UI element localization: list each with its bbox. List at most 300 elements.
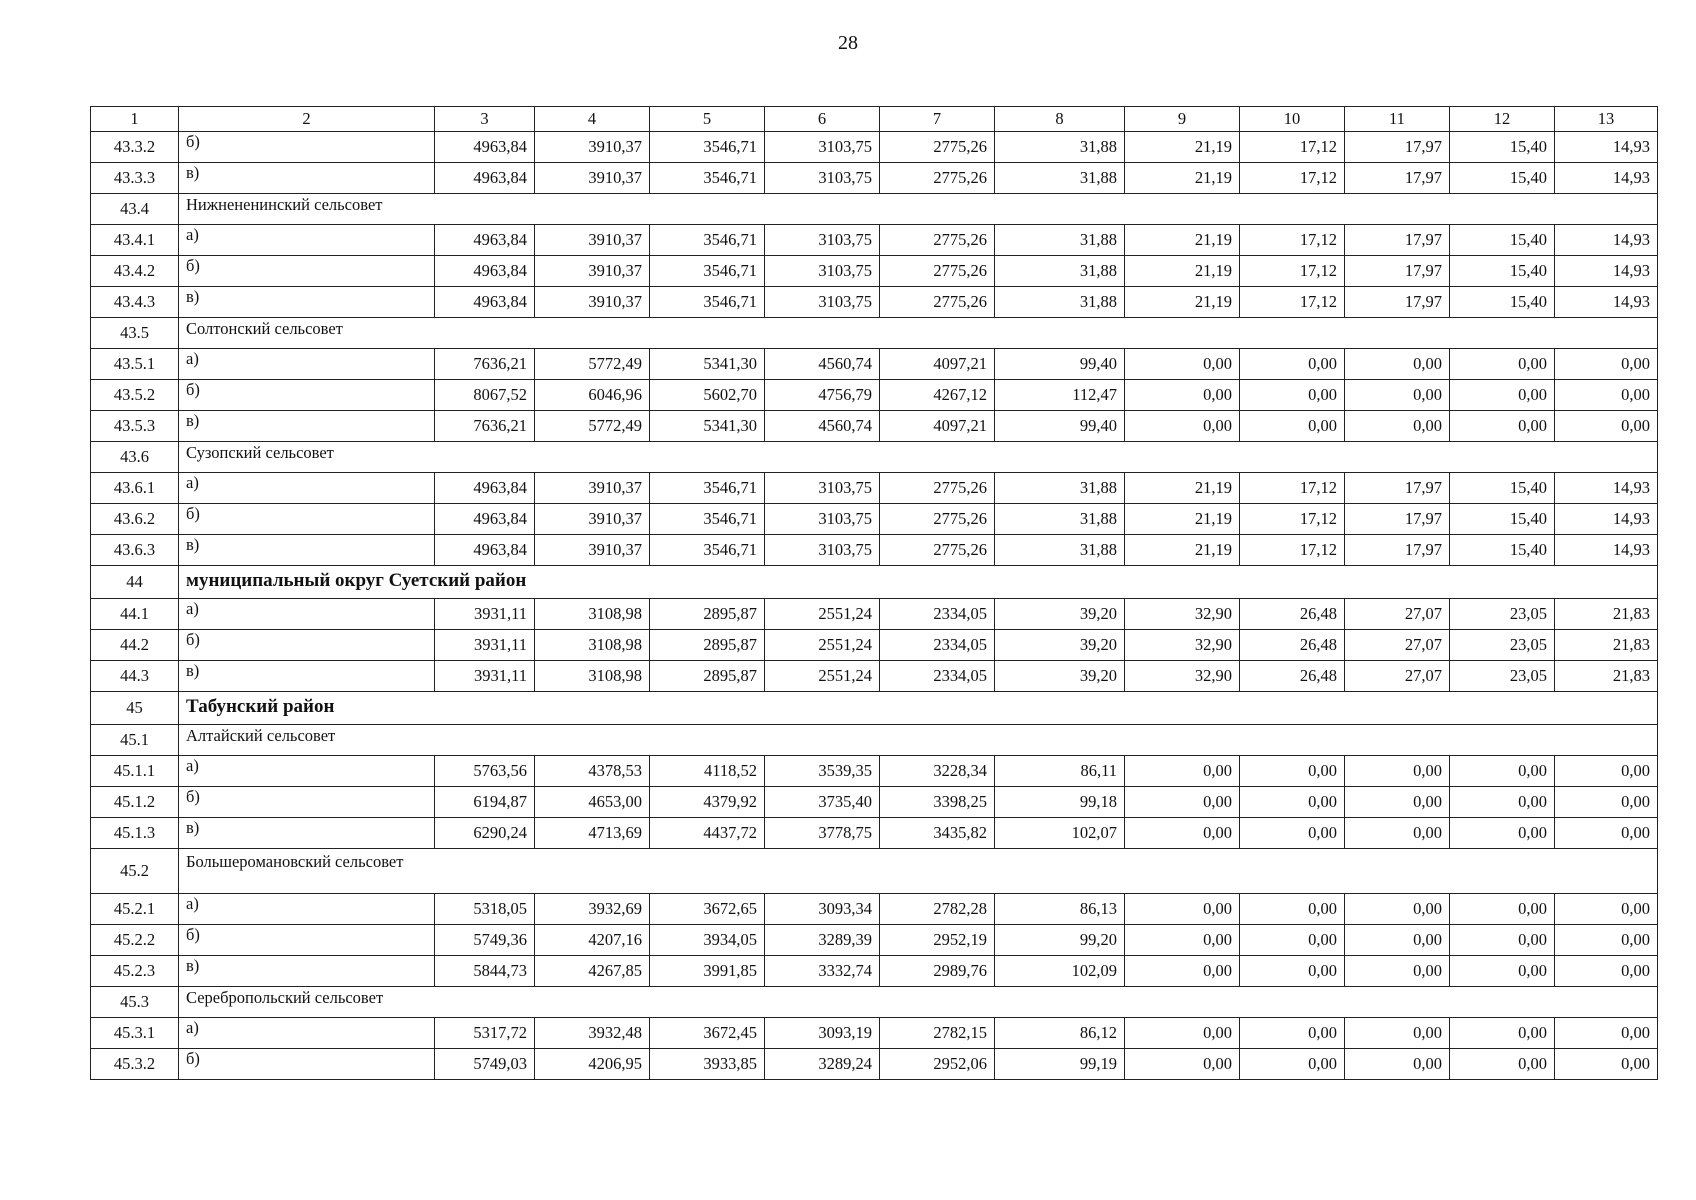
value-cell: 2895,87 (650, 599, 765, 630)
value-cell: 31,88 (995, 132, 1125, 163)
column-header: 1 (91, 107, 179, 132)
section-title: Солтонский сельсовет (179, 318, 1658, 349)
value-cell: 0,00 (1125, 787, 1240, 818)
value-cell: 3778,75 (765, 818, 880, 849)
row-label: в) (179, 661, 435, 692)
value-cell: 4560,74 (765, 349, 880, 380)
value-cell: 26,48 (1240, 599, 1345, 630)
value-cell: 31,88 (995, 504, 1125, 535)
value-cell: 4118,52 (650, 756, 765, 787)
section-header-row (91, 442, 1658, 473)
value-cell: 3546,71 (650, 473, 765, 504)
row-code: 45.2.3 (91, 956, 179, 987)
column-header: 2 (179, 107, 435, 132)
section-title: Нижнененинский сельсовет (179, 194, 1658, 225)
value-cell: 2551,24 (765, 661, 880, 692)
value-cell: 27,07 (1345, 630, 1450, 661)
value-cell: 21,19 (1125, 256, 1240, 287)
value-cell: 17,97 (1345, 256, 1450, 287)
value-cell: 0,00 (1125, 894, 1240, 925)
column-header: 9 (1125, 107, 1240, 132)
value-cell: 17,12 (1240, 504, 1345, 535)
row-code: 45.1.2 (91, 787, 179, 818)
row-code: 44.2 (91, 630, 179, 661)
value-cell: 4963,84 (435, 163, 535, 194)
value-cell: 102,07 (995, 818, 1125, 849)
value-cell: 39,20 (995, 599, 1125, 630)
value-cell: 4963,84 (435, 132, 535, 163)
value-cell: 0,00 (1450, 756, 1555, 787)
value-cell: 3546,71 (650, 132, 765, 163)
value-cell: 3932,48 (535, 1018, 650, 1049)
value-cell: 2775,26 (880, 504, 995, 535)
value-cell: 21,19 (1125, 504, 1240, 535)
value-cell: 0,00 (1450, 925, 1555, 956)
value-cell: 0,00 (1125, 956, 1240, 987)
value-cell: 3108,98 (535, 630, 650, 661)
value-cell: 2989,76 (880, 956, 995, 987)
value-cell: 4378,53 (535, 756, 650, 787)
value-cell: 0,00 (1125, 380, 1240, 411)
value-cell: 4713,69 (535, 818, 650, 849)
value-cell: 31,88 (995, 163, 1125, 194)
row-label: б) (179, 132, 435, 163)
value-cell: 21,19 (1125, 163, 1240, 194)
row-label: б) (179, 256, 435, 287)
value-cell: 86,12 (995, 1018, 1125, 1049)
value-cell: 26,48 (1240, 630, 1345, 661)
value-cell: 0,00 (1555, 380, 1658, 411)
value-cell: 3108,98 (535, 599, 650, 630)
section-title: Большеромановский сельсовет (179, 849, 1658, 894)
value-cell: 0,00 (1240, 411, 1345, 442)
row-label: а) (179, 599, 435, 630)
value-cell: 4963,84 (435, 504, 535, 535)
value-cell: 5317,72 (435, 1018, 535, 1049)
value-cell: 5602,70 (650, 380, 765, 411)
row-code: 43.6.2 (91, 504, 179, 535)
value-cell: 4097,21 (880, 349, 995, 380)
value-cell: 4207,16 (535, 925, 650, 956)
value-cell: 3103,75 (765, 163, 880, 194)
row-label: в) (179, 287, 435, 318)
row-label: в) (179, 411, 435, 442)
table-body (91, 107, 1658, 1080)
section-title: Серебропольский сельсовет (179, 987, 1658, 1018)
value-cell: 2775,26 (880, 256, 995, 287)
value-cell: 4097,21 (880, 411, 995, 442)
value-cell: 3910,37 (535, 473, 650, 504)
value-cell: 86,13 (995, 894, 1125, 925)
section-code: 44 (91, 566, 179, 599)
column-header: 5 (650, 107, 765, 132)
value-cell: 2334,05 (880, 599, 995, 630)
value-cell: 3546,71 (650, 504, 765, 535)
value-cell: 4560,74 (765, 411, 880, 442)
value-cell: 0,00 (1125, 1049, 1240, 1080)
value-cell: 5763,56 (435, 756, 535, 787)
value-cell: 0,00 (1240, 818, 1345, 849)
value-cell: 31,88 (995, 225, 1125, 256)
value-cell: 3103,75 (765, 473, 880, 504)
value-cell: 8067,52 (435, 380, 535, 411)
value-cell: 0,00 (1240, 1018, 1345, 1049)
section-header-row (91, 849, 1658, 894)
value-cell: 0,00 (1240, 380, 1345, 411)
table-row (91, 473, 1658, 504)
value-cell: 3910,37 (535, 225, 650, 256)
row-code: 43.5.3 (91, 411, 179, 442)
row-code: 45.3.2 (91, 1049, 179, 1080)
value-cell: 4963,84 (435, 535, 535, 566)
value-cell: 2775,26 (880, 535, 995, 566)
value-cell: 102,09 (995, 956, 1125, 987)
section-code: 43.4 (91, 194, 179, 225)
value-cell: 3931,11 (435, 599, 535, 630)
row-label: в) (179, 163, 435, 194)
value-cell: 2782,15 (880, 1018, 995, 1049)
table-row (91, 349, 1658, 380)
value-cell: 4756,79 (765, 380, 880, 411)
value-cell: 21,19 (1125, 132, 1240, 163)
value-cell: 0,00 (1345, 787, 1450, 818)
value-cell: 21,19 (1125, 287, 1240, 318)
value-cell: 3093,19 (765, 1018, 880, 1049)
value-cell: 0,00 (1345, 411, 1450, 442)
value-cell: 3932,69 (535, 894, 650, 925)
value-cell: 3435,82 (880, 818, 995, 849)
value-cell: 2334,05 (880, 661, 995, 692)
value-cell: 7636,21 (435, 411, 535, 442)
value-cell: 31,88 (995, 256, 1125, 287)
value-cell: 17,12 (1240, 225, 1345, 256)
column-header: 6 (765, 107, 880, 132)
row-label: а) (179, 473, 435, 504)
value-cell: 17,12 (1240, 287, 1345, 318)
value-cell: 3289,24 (765, 1049, 880, 1080)
value-cell: 99,19 (995, 1049, 1125, 1080)
value-cell: 0,00 (1240, 1049, 1345, 1080)
value-cell: 17,97 (1345, 287, 1450, 318)
table-row (91, 1049, 1658, 1080)
table-row (91, 287, 1658, 318)
value-cell: 15,40 (1450, 225, 1555, 256)
value-cell: 99,20 (995, 925, 1125, 956)
row-code: 45.2.1 (91, 894, 179, 925)
value-cell: 15,40 (1450, 535, 1555, 566)
table-row (91, 661, 1658, 692)
table-row (91, 599, 1658, 630)
value-cell: 21,19 (1125, 473, 1240, 504)
value-cell: 3910,37 (535, 163, 650, 194)
row-code: 43.6.1 (91, 473, 179, 504)
value-cell: 86,11 (995, 756, 1125, 787)
value-cell: 23,05 (1450, 630, 1555, 661)
value-cell: 17,12 (1240, 163, 1345, 194)
value-cell: 6046,96 (535, 380, 650, 411)
table-row (91, 380, 1658, 411)
value-cell: 15,40 (1450, 163, 1555, 194)
value-cell: 5341,30 (650, 349, 765, 380)
value-cell: 0,00 (1450, 787, 1555, 818)
value-cell: 4267,85 (535, 956, 650, 987)
value-cell: 14,93 (1555, 473, 1658, 504)
value-cell: 2775,26 (880, 225, 995, 256)
value-cell: 0,00 (1240, 787, 1345, 818)
table-row (91, 894, 1658, 925)
value-cell: 32,90 (1125, 630, 1240, 661)
value-cell: 32,90 (1125, 599, 1240, 630)
value-cell: 23,05 (1450, 599, 1555, 630)
value-cell: 17,97 (1345, 163, 1450, 194)
row-code: 43.6.3 (91, 535, 179, 566)
value-cell: 32,90 (1125, 661, 1240, 692)
column-header: 8 (995, 107, 1125, 132)
value-cell: 0,00 (1345, 380, 1450, 411)
value-cell: 0,00 (1345, 925, 1450, 956)
table-row (91, 535, 1658, 566)
value-cell: 0,00 (1450, 411, 1555, 442)
value-cell: 0,00 (1555, 818, 1658, 849)
value-cell: 14,93 (1555, 163, 1658, 194)
value-cell: 31,88 (995, 287, 1125, 318)
value-cell: 0,00 (1555, 787, 1658, 818)
value-cell: 3735,40 (765, 787, 880, 818)
row-code: 43.4.2 (91, 256, 179, 287)
value-cell: 0,00 (1555, 756, 1658, 787)
value-cell: 3228,34 (880, 756, 995, 787)
value-cell: 0,00 (1555, 349, 1658, 380)
value-cell: 5844,73 (435, 956, 535, 987)
row-label: в) (179, 818, 435, 849)
section-code: 43.5 (91, 318, 179, 349)
value-cell: 4963,84 (435, 287, 535, 318)
value-cell: 3332,74 (765, 956, 880, 987)
value-cell: 3108,98 (535, 661, 650, 692)
value-cell: 31,88 (995, 473, 1125, 504)
value-cell: 3910,37 (535, 504, 650, 535)
value-cell: 15,40 (1450, 256, 1555, 287)
value-cell: 3103,75 (765, 535, 880, 566)
row-label: б) (179, 380, 435, 411)
value-cell: 3546,71 (650, 256, 765, 287)
value-cell: 3289,39 (765, 925, 880, 956)
table-row (91, 504, 1658, 535)
value-cell: 2775,26 (880, 473, 995, 504)
value-cell: 3910,37 (535, 287, 650, 318)
value-cell: 14,93 (1555, 287, 1658, 318)
value-cell: 0,00 (1450, 349, 1555, 380)
value-cell: 112,47 (995, 380, 1125, 411)
value-cell: 17,97 (1345, 504, 1450, 535)
row-code: 45.3.1 (91, 1018, 179, 1049)
value-cell: 4963,84 (435, 256, 535, 287)
row-code: 45.2.2 (91, 925, 179, 956)
value-cell: 5318,05 (435, 894, 535, 925)
value-cell: 31,88 (995, 535, 1125, 566)
section-code: 45 (91, 692, 179, 725)
value-cell: 17,97 (1345, 473, 1450, 504)
row-code: 43.3.2 (91, 132, 179, 163)
value-cell: 0,00 (1345, 956, 1450, 987)
value-cell: 15,40 (1450, 132, 1555, 163)
value-cell: 39,20 (995, 630, 1125, 661)
row-code: 44.3 (91, 661, 179, 692)
row-label: б) (179, 925, 435, 956)
value-cell: 14,93 (1555, 535, 1658, 566)
table-row (91, 818, 1658, 849)
row-code: 43.4.3 (91, 287, 179, 318)
value-cell: 0,00 (1555, 1018, 1658, 1049)
table-row (91, 163, 1658, 194)
section-header-row (91, 318, 1658, 349)
value-cell: 3991,85 (650, 956, 765, 987)
value-cell: 17,97 (1345, 535, 1450, 566)
value-cell: 3934,05 (650, 925, 765, 956)
value-cell: 2895,87 (650, 661, 765, 692)
row-label: а) (179, 349, 435, 380)
section-header-row (91, 987, 1658, 1018)
value-cell: 5749,36 (435, 925, 535, 956)
table-row (91, 1018, 1658, 1049)
value-cell: 3546,71 (650, 163, 765, 194)
row-label: а) (179, 225, 435, 256)
value-cell: 21,83 (1555, 630, 1658, 661)
value-cell: 3910,37 (535, 132, 650, 163)
value-cell: 2952,06 (880, 1049, 995, 1080)
value-cell: 3398,25 (880, 787, 995, 818)
value-cell: 0,00 (1450, 380, 1555, 411)
value-cell: 3672,65 (650, 894, 765, 925)
value-cell: 17,12 (1240, 132, 1345, 163)
row-label: в) (179, 956, 435, 987)
table-row (91, 630, 1658, 661)
value-cell: 2782,28 (880, 894, 995, 925)
value-cell: 3103,75 (765, 287, 880, 318)
table-row (91, 925, 1658, 956)
value-cell: 0,00 (1125, 756, 1240, 787)
value-cell: 17,97 (1345, 132, 1450, 163)
value-cell: 21,83 (1555, 599, 1658, 630)
column-header: 11 (1345, 107, 1450, 132)
value-cell: 0,00 (1555, 411, 1658, 442)
value-cell: 0,00 (1450, 894, 1555, 925)
column-header: 10 (1240, 107, 1345, 132)
column-header: 3 (435, 107, 535, 132)
value-cell: 3931,11 (435, 661, 535, 692)
column-header: 4 (535, 107, 650, 132)
value-cell: 3931,11 (435, 630, 535, 661)
table-row (91, 256, 1658, 287)
row-label: б) (179, 504, 435, 535)
district-header-row (91, 692, 1658, 725)
value-cell: 7636,21 (435, 349, 535, 380)
value-cell: 17,12 (1240, 473, 1345, 504)
value-cell: 0,00 (1125, 1018, 1240, 1049)
table-header-row (91, 107, 1658, 132)
value-cell: 5749,03 (435, 1049, 535, 1080)
value-cell: 0,00 (1450, 956, 1555, 987)
value-cell: 0,00 (1450, 818, 1555, 849)
value-cell: 0,00 (1450, 1018, 1555, 1049)
value-cell: 27,07 (1345, 599, 1450, 630)
row-label: б) (179, 630, 435, 661)
value-cell: 5341,30 (650, 411, 765, 442)
value-cell: 2551,24 (765, 599, 880, 630)
value-cell: 0,00 (1345, 1049, 1450, 1080)
value-cell: 3093,34 (765, 894, 880, 925)
table-row (91, 132, 1658, 163)
value-cell: 17,12 (1240, 535, 1345, 566)
value-cell: 0,00 (1125, 411, 1240, 442)
row-label: в) (179, 535, 435, 566)
value-cell: 4437,72 (650, 818, 765, 849)
table-row (91, 787, 1658, 818)
column-header: 12 (1450, 107, 1555, 132)
section-title: Табунский район (179, 692, 1658, 725)
value-cell: 2775,26 (880, 132, 995, 163)
value-cell: 0,00 (1240, 756, 1345, 787)
value-cell: 0,00 (1345, 756, 1450, 787)
value-cell: 3910,37 (535, 535, 650, 566)
section-header-row (91, 194, 1658, 225)
value-cell: 26,48 (1240, 661, 1345, 692)
row-label: а) (179, 1018, 435, 1049)
row-label: а) (179, 894, 435, 925)
column-header: 13 (1555, 107, 1658, 132)
value-cell: 15,40 (1450, 504, 1555, 535)
value-cell: 2775,26 (880, 163, 995, 194)
district-header-row (91, 566, 1658, 599)
row-label: а) (179, 756, 435, 787)
value-cell: 6194,87 (435, 787, 535, 818)
section-code: 43.6 (91, 442, 179, 473)
value-cell: 21,83 (1555, 661, 1658, 692)
value-cell: 14,93 (1555, 256, 1658, 287)
value-cell: 14,93 (1555, 504, 1658, 535)
value-cell: 39,20 (995, 661, 1125, 692)
value-cell: 0,00 (1345, 894, 1450, 925)
value-cell: 0,00 (1345, 818, 1450, 849)
tariff-table (90, 106, 1658, 1080)
value-cell: 2775,26 (880, 287, 995, 318)
value-cell: 6290,24 (435, 818, 535, 849)
value-cell: 2952,19 (880, 925, 995, 956)
value-cell: 0,00 (1555, 1049, 1658, 1080)
value-cell: 0,00 (1555, 894, 1658, 925)
value-cell: 21,19 (1125, 535, 1240, 566)
value-cell: 3103,75 (765, 256, 880, 287)
row-label: б) (179, 787, 435, 818)
value-cell: 3539,35 (765, 756, 880, 787)
value-cell: 0,00 (1240, 349, 1345, 380)
value-cell: 3672,45 (650, 1018, 765, 1049)
section-title: муниципальный округ Суетский район (179, 566, 1658, 599)
value-cell: 14,93 (1555, 132, 1658, 163)
table-row (91, 225, 1658, 256)
value-cell: 99,40 (995, 411, 1125, 442)
row-label: б) (179, 1049, 435, 1080)
value-cell: 5772,49 (535, 349, 650, 380)
value-cell: 5772,49 (535, 411, 650, 442)
section-code: 45.2 (91, 849, 179, 894)
value-cell: 0,00 (1345, 1018, 1450, 1049)
table-row (91, 956, 1658, 987)
page-number: 28 (838, 32, 858, 54)
row-code: 43.4.1 (91, 225, 179, 256)
row-code: 43.5.2 (91, 380, 179, 411)
value-cell: 99,40 (995, 349, 1125, 380)
